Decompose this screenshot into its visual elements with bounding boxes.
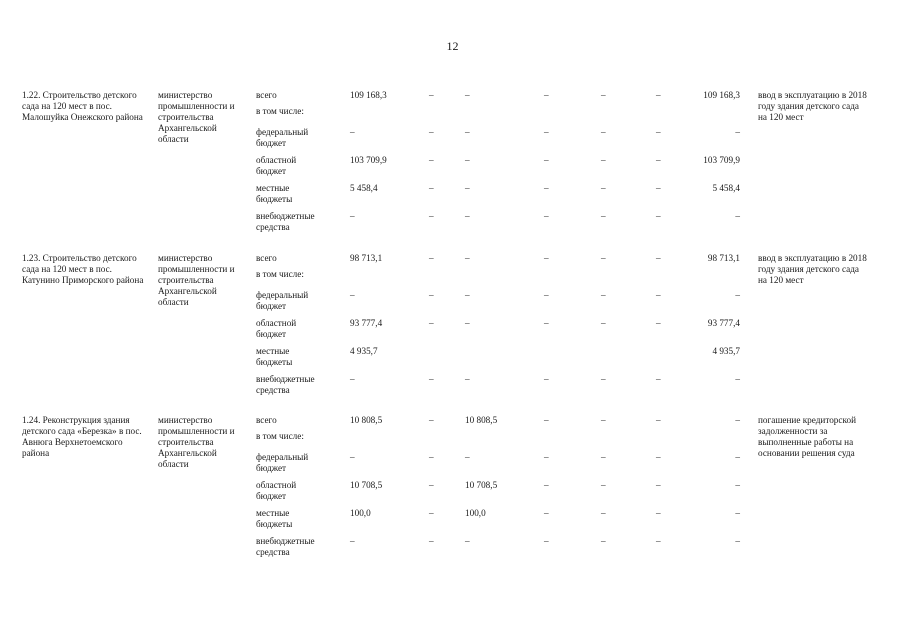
row-result: ввод в эксплуатацию в 2018 году здания детского сада на 120 мест (758, 253, 867, 285)
funding-value-v3: – (544, 290, 549, 300)
funding-value-v1: – (429, 452, 434, 462)
funding-value-v2: – (465, 290, 470, 300)
funding-value-v2: 100,0 (465, 508, 486, 518)
funding-value-v5: – (656, 211, 661, 221)
funding-value-total: 98 713,1 (350, 253, 383, 263)
funding-value-end: – (735, 127, 740, 137)
funding-value-v4: – (601, 318, 606, 328)
page-number: 12 (446, 39, 459, 53)
funding-value-v3: – (544, 452, 549, 462)
funding-value-v5: – (656, 374, 661, 384)
funding-source-label: всего (256, 253, 277, 263)
funding-value-end: – (735, 290, 740, 300)
funding-source-label: местные бюджеты (256, 183, 293, 204)
funding-value-v1: – (429, 508, 434, 518)
funding-value-v4: – (601, 290, 606, 300)
funding-value-total: – (350, 536, 355, 546)
funding-source-label: областной бюджет (256, 155, 297, 176)
funding-value-v3: – (544, 183, 549, 193)
funding-value-total: – (350, 452, 355, 462)
funding-value-v1: – (429, 374, 434, 384)
row-title: 1.22. Строительство детского сада на 120 мест в пос. Малошуйка Онежского района (22, 90, 143, 122)
funding-value-v3: – (544, 253, 549, 263)
funding-value-end: – (735, 508, 740, 518)
funding-source-row (0, 536, 905, 558)
funding-source-label: в том числе: (256, 431, 304, 441)
funding-value-v1: – (429, 90, 434, 100)
program-row (0, 415, 905, 565)
funding-source-row (0, 106, 905, 128)
row-title: 1.24. Реконструкция здания детского сада «Березка» в пос. Авнюга Верхнетоемского района (22, 415, 142, 458)
row-title: 1.23. Строительство детского сада на 120 мест в пос. Катунино Приморского района (22, 253, 144, 285)
funding-source-row (0, 452, 905, 474)
funding-source-label: местные бюджеты (256, 508, 293, 529)
funding-value-v5: – (656, 480, 661, 490)
funding-source-label: областной бюджет (256, 480, 297, 501)
funding-value-v4: – (601, 480, 606, 490)
funding-source-row (0, 318, 905, 340)
funding-value-v4: – (601, 508, 606, 518)
funding-source-row (0, 346, 905, 368)
funding-value-v3: – (544, 508, 549, 518)
funding-source-row (0, 374, 905, 396)
row-executor: министерство промышленности и строительства Архангельской области (158, 415, 235, 469)
funding-value-end: – (735, 480, 740, 490)
funding-value-total: 100,0 (350, 508, 371, 518)
funding-value-end: – (735, 211, 740, 221)
funding-value-v1: – (429, 536, 434, 546)
funding-value-v4: – (601, 415, 606, 425)
funding-value-v2: – (465, 374, 470, 384)
funding-value-v1: – (429, 290, 434, 300)
row-executor: министерство промышленности и строительства Архангельской области (158, 253, 235, 307)
row-executor: министерство промышленности и строительства Архангельской области (158, 90, 235, 144)
funding-value-v4: – (601, 253, 606, 263)
funding-value-v2: – (465, 536, 470, 546)
funding-value-v4: – (601, 183, 606, 193)
funding-source-row (0, 431, 905, 453)
funding-value-v2: 10 808,5 (465, 415, 498, 425)
funding-source-label: внебюджетные средства (256, 374, 315, 395)
row-result: ввод в эксплуатацию в 2018 году здания детского сада на 120 мест (758, 90, 867, 122)
funding-value-total: – (350, 374, 355, 384)
funding-value-v3: – (544, 536, 549, 546)
funding-value-v3: – (544, 374, 549, 384)
funding-value-total: 109 168,3 (350, 90, 387, 100)
funding-source-row (0, 508, 905, 530)
funding-value-end: 5 458,4 (712, 183, 740, 193)
funding-value-v1: – (429, 183, 434, 193)
funding-value-total: 5 458,4 (350, 183, 378, 193)
funding-value-end: 103 709,9 (703, 155, 740, 165)
funding-value-v2: – (465, 90, 470, 100)
funding-value-end: 109 168,3 (703, 90, 740, 100)
funding-value-v3: – (544, 211, 549, 221)
funding-value-total: 103 709,9 (350, 155, 387, 165)
funding-value-v2: 10 708,5 (465, 480, 498, 490)
funding-value-total: 10 808,5 (350, 415, 383, 425)
funding-value-v3: – (544, 127, 549, 137)
funding-source-row (0, 183, 905, 205)
funding-value-v1: – (429, 415, 434, 425)
funding-value-v4: – (601, 536, 606, 546)
funding-value-v4: – (601, 374, 606, 384)
program-row (0, 253, 905, 403)
funding-source-row (0, 155, 905, 177)
funding-value-total: 10 708,5 (350, 480, 383, 490)
funding-value-v4: – (601, 90, 606, 100)
funding-value-end: – (735, 415, 740, 425)
funding-source-label: всего (256, 415, 277, 425)
funding-value-v4: – (601, 452, 606, 462)
funding-value-v5: – (656, 508, 661, 518)
funding-value-v5: – (656, 155, 661, 165)
row-result: погашение кредиторской задолженности за выполненные работы на основании решения суда (758, 415, 856, 458)
funding-source-label: местные бюджеты (256, 346, 293, 367)
funding-value-v3: – (544, 415, 549, 425)
funding-value-v3: – (544, 155, 549, 165)
funding-value-total: 93 777,4 (350, 318, 383, 328)
funding-value-v2: – (465, 318, 470, 328)
funding-value-v5: – (656, 290, 661, 300)
funding-value-total: – (350, 211, 355, 221)
funding-source-label: внебюджетные средства (256, 211, 315, 232)
funding-value-total: 4 935,7 (350, 346, 378, 356)
funding-value-total: – (350, 290, 355, 300)
funding-source-label: федеральный бюджет (256, 127, 309, 148)
funding-source-label: федеральный бюджет (256, 452, 309, 473)
funding-value-v5: – (656, 127, 661, 137)
funding-value-v1: – (429, 211, 434, 221)
funding-source-row (0, 211, 905, 233)
funding-value-end: – (735, 452, 740, 462)
funding-value-v2: – (465, 253, 470, 263)
funding-value-v4: – (601, 211, 606, 221)
funding-value-v5: – (656, 452, 661, 462)
funding-source-label: всего (256, 90, 277, 100)
funding-source-label: в том числе: (256, 269, 304, 279)
funding-value-end: – (735, 374, 740, 384)
funding-value-v4: – (601, 127, 606, 137)
funding-value-v2: – (465, 155, 470, 165)
funding-value-v5: – (656, 318, 661, 328)
funding-value-v1: – (429, 253, 434, 263)
funding-source-label: областной бюджет (256, 318, 297, 339)
funding-source-label: федеральный бюджет (256, 290, 309, 311)
funding-value-v5: – (656, 536, 661, 546)
funding-value-v2: – (465, 183, 470, 193)
funding-value-v2: – (465, 211, 470, 221)
funding-value-v1: – (429, 318, 434, 328)
funding-source-row (0, 269, 905, 291)
funding-value-v1: – (429, 155, 434, 165)
funding-value-v5: – (656, 183, 661, 193)
funding-value-v1: – (429, 480, 434, 490)
funding-value-v3: – (544, 90, 549, 100)
funding-value-v2: – (465, 127, 470, 137)
funding-value-total: – (350, 127, 355, 137)
funding-value-v3: – (544, 318, 549, 328)
funding-value-v1: – (429, 127, 434, 137)
funding-source-row (0, 290, 905, 312)
funding-value-v4: – (601, 155, 606, 165)
funding-value-v5: – (656, 90, 661, 100)
program-row (0, 90, 905, 240)
funding-source-row (0, 127, 905, 149)
funding-value-v2: – (465, 452, 470, 462)
funding-source-row (0, 480, 905, 502)
funding-value-v3: – (544, 480, 549, 490)
funding-value-end: 98 713,1 (707, 253, 740, 263)
funding-value-end: 93 777,4 (707, 318, 740, 328)
funding-value-v5: – (656, 253, 661, 263)
funding-value-end: – (735, 536, 740, 546)
funding-value-end: 4 935,7 (712, 346, 740, 356)
funding-value-v5: – (656, 415, 661, 425)
funding-source-label: внебюджетные средства (256, 536, 315, 557)
funding-source-label: в том числе: (256, 106, 304, 116)
